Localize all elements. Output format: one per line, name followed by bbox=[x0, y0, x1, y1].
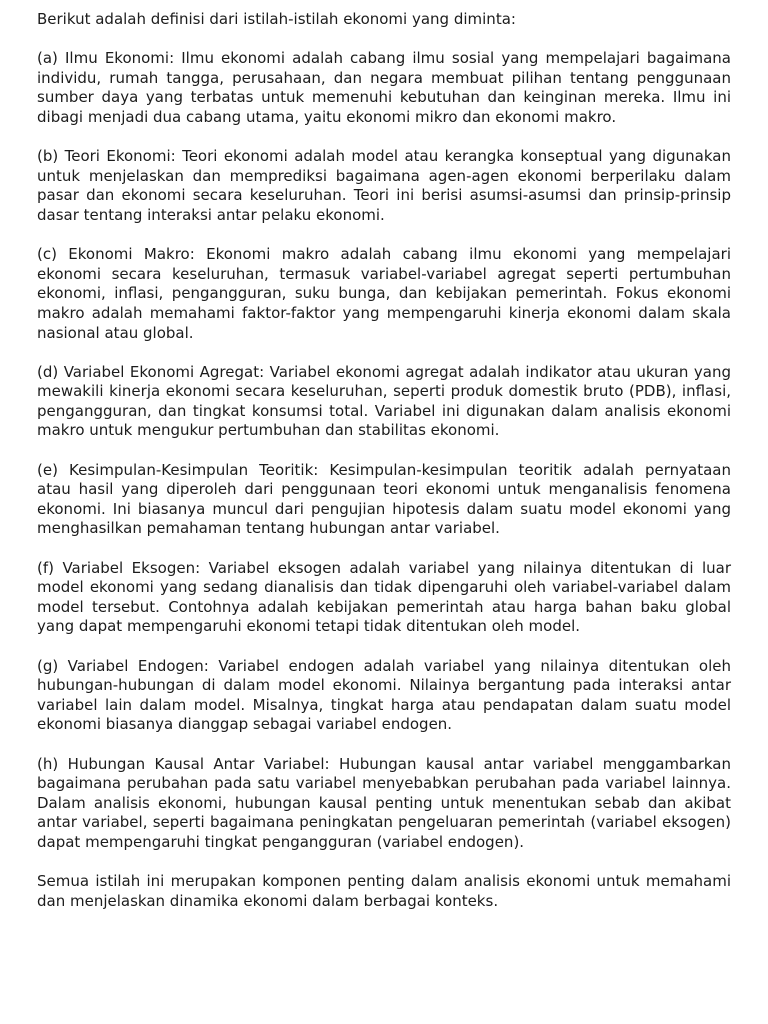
definition-teori-ekonomi: (b) Teori Ekonomi: Teori ekonomi adalah model atau kerangka konseptual yang digunakan untuk menjelaskan dan memprediksi bagaimana agen-agen ekonomi berperilaku dalam pasar dan ekonomi secara keseluruhan. Teori ini berisi asumsi-asumsi dan prinsip-prinsip dasar tentang interaksi antar pelaku ekonomi. bbox=[37, 147, 731, 224]
definition-variabel-eksogen: (f) Variabel Eksogen: Variabel eksogen adalah variabel yang nilainya ditentukan di luar model ekonomi yang sedang dianalisis dan tidak dipengaruhi oleh variabel-variabel dalam model tersebut. Contohnya adalah kebijakan pemerintah atau harga bahan baku global yang dapat mempengaruhi ekonomi tetapi tidak ditentukan oleh model. bbox=[37, 558, 731, 636]
definition-variabel-ekonomi-agregat: (d) Variabel Ekonomi Agregat: Variabel ekonomi agregat adalah indikator atau ukuran yang mewakili kinerja ekonomi secara keseluruhan, seperti produk domestik bruto (PDB), inflasi, pengangguran, dan tingkat konsumsi total. Variabel ini digunakan dalam analisis ekonomi makro untuk mengukur pertumbuhan dan stabilitas ekonomi. bbox=[37, 362, 731, 440]
definition-ekonomi-makro: (c) Ekonomi Makro: Ekonomi makro adalah cabang ilmu ekonomi yang mempelajari ekonomi secara keseluruhan, termasuk variabel-variabel agregat seperti pertumbuhan ekonomi, inflasi, pengangguran, suku bunga, dan kebijakan pemerintah. Fokus ekonomi makro adalah memahami faktor-faktor yang mempengaruhi kinerja ekonomi dalam skala nasional atau global. bbox=[37, 245, 731, 342]
definition-variabel-endogen: (g) Variabel Endogen: Variabel endogen adalah variabel yang nilainya ditentukan oleh hubungan-hubungan di dalam model ekonomi. Nilainya bergantung pada interaksi antar variabel lain dalam model. Misalnya, tingkat harga atau pendapatan dalam suatu model ekonomi biasanya dianggap sebagai variabel endogen. bbox=[37, 656, 731, 734]
definition-hubungan-kausal: (h) Hubungan Kausal Antar Variabel: Hubungan kausal antar variabel menggambarkan bagaimana perubahan pada satu variabel menyebabkan perubahan pada variabel lainnya. Dalam analisis ekonomi, hubungan kausal penting untuk menentukan sebab dan akibat antar variabel, seperti bagaimana peningkatan pengeluaran pemerintah (variabel eksogen) dapat mempengaruhi tingkat pengangguran (variabel endogen). bbox=[37, 754, 731, 851]
document-body bbox=[37, 10, 731, 911]
intro-paragraph: Berikut adalah definisi dari istilah-istilah ekonomi yang diminta: bbox=[37, 10, 516, 28]
conclusion-paragraph: Semua istilah ini merupakan komponen penting dalam analisis ekonomi untuk memahami dan menjelaskan dinamika ekonomi dalam berbagai konteks. bbox=[37, 872, 731, 910]
definition-kesimpulan-teoritik: (e) Kesimpulan-Kesimpulan Teoritik: Kesimpulan-kesimpulan teoritik adalah pernyataan atau hasil yang diperoleh dari penggunaan teori ekonomi untuk menganalisis fenomena ekonomi. Ini biasanya muncul dari pengujian hipotesis dalam suatu model ekonomi yang menghasilkan pemahaman tentang hubungan antar variabel. bbox=[37, 460, 731, 538]
definition-ilmu-ekonomi: (a) Ilmu Ekonomi: Ilmu ekonomi adalah cabang ilmu sosial yang mempelajari bagaimana individu, rumah tangga, perusahaan, dan negara membuat pilihan tentang penggunaan sumber daya yang terbatas untuk memenuhi kebutuhan dan keinginan mereka. Ilmu ini dibagi menjadi dua cabang utama, yaitu ekonomi mikro dan ekonomi makro. bbox=[37, 49, 731, 126]
